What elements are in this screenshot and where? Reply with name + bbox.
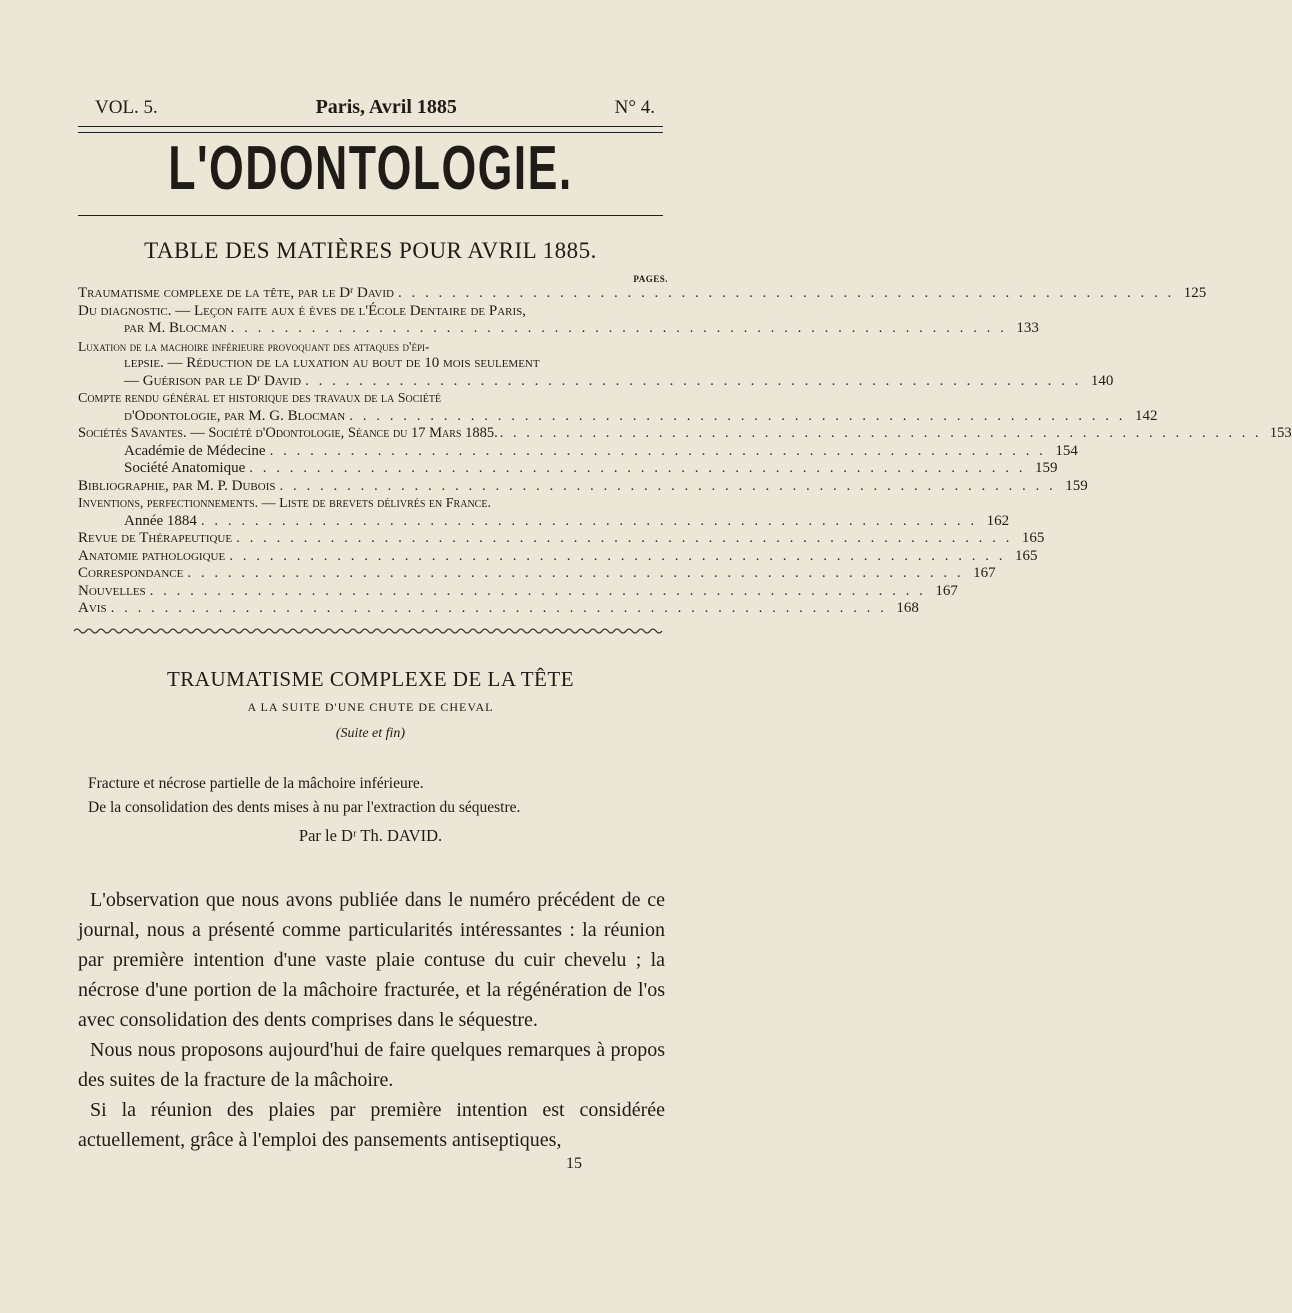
article-subtitle: A LA SUITE D'UNE CHUTE DE CHEVAL bbox=[247, 700, 494, 714]
toc-entry: Revue de Thérapeutique . . . 165 bbox=[78, 530, 663, 548]
toc-entry-continuation: d'Odontologie, par M. G. Blocman . . . 142 bbox=[78, 408, 663, 426]
toc-entry: Avis . . . 168 bbox=[78, 600, 663, 618]
toc-entry: Bibliographie, par M. P. Dubois . . . 159 bbox=[78, 478, 663, 496]
toc-entry: Correspondance . . . 167 bbox=[78, 565, 663, 583]
running-header bbox=[95, 96, 655, 119]
wavy-separator bbox=[74, 626, 666, 636]
toc-page-number: 142 bbox=[1135, 407, 1158, 424]
toc-entry: Du diagnostic. — Leçon faite aux é èves de l'École Dentaire de Paris, bbox=[78, 302, 527, 319]
article-body bbox=[78, 885, 665, 1155]
toc-entry: Société Anatomique . . . 159 bbox=[78, 460, 663, 478]
toc-entry: Traumatisme complexe de la tête, par le Dʳ David . . . 125 bbox=[78, 285, 663, 303]
article-title: TRAUMATISME COMPLEXE DE LA TÊTE bbox=[166, 667, 575, 691]
toc-page-number: 168 bbox=[896, 600, 919, 616]
toc-page-number: 154 bbox=[1055, 442, 1078, 459]
toc-page-number: 140 bbox=[1090, 372, 1114, 389]
toc-entry-continuation: Année 1884 . . . 162 bbox=[78, 513, 663, 531]
masthead-title: L'ODONTOLOGIE. bbox=[168, 134, 573, 203]
summary-line: De la consolidation des dents mises à nu par l'extraction du séquestre. bbox=[88, 799, 521, 816]
toc-title: TABLE DES MATIÈRES POUR AVRIL 1885. bbox=[144, 238, 597, 263]
toc-page-number: 159 bbox=[1065, 477, 1088, 494]
body-paragraph: L'observation que nous avons publiée dans le numéro précédent de ce journal, nous a présenté comme particularités intéressantes : la réunion par première intention d'une vaste plaie contuse du cuir chevelu ; la nécrose d'une portion de la mâchoire fracturée, et la régénération de l'os avec consolidation des dents comprises dans le séquestre. bbox=[78, 889, 665, 1031]
toc-entry-continuation: — Guérison par le Dʳ David . . . 140 bbox=[78, 373, 663, 391]
article-summary bbox=[88, 772, 648, 820]
issue-number: N° 4. bbox=[614, 97, 655, 118]
volume-label: VOL. 5. bbox=[95, 97, 158, 118]
masthead-rule bbox=[78, 215, 663, 216]
table-of-contents bbox=[78, 285, 1292, 618]
toc-page-number: 167 bbox=[973, 565, 996, 581]
header-double-rule bbox=[78, 126, 663, 133]
body-paragraph: Nous nous proposons aujourd'hui de faire quelques remarques à propos des suites de la fracture de la mâchoire. bbox=[78, 1039, 665, 1091]
toc-page-number: 165 bbox=[1021, 530, 1045, 546]
toc-entry-continuation: par M. Blocman . . . 133 bbox=[78, 320, 663, 338]
toc-page-number: 153 bbox=[1269, 425, 1292, 441]
toc-entry: Nouvelles . . . 167 bbox=[78, 583, 663, 601]
toc-entry: Académie de Médecine . . . 154 bbox=[78, 443, 663, 461]
toc-page-number: 167 bbox=[935, 582, 958, 599]
toc-entry-continuation: lepsie. — Réduction de la luxation au bout de 10 mois seulement bbox=[124, 355, 540, 371]
toc-page-number: 133 bbox=[1016, 320, 1039, 336]
body-paragraph: Si la réunion des plaies par première intention est considérée actuellement, grâce à l'emploi des pansements antiseptiques, bbox=[78, 1099, 665, 1151]
toc-page-number: 125 bbox=[1183, 285, 1207, 301]
toc-page-number: 165 bbox=[1014, 547, 1038, 564]
article-continuation: (Suite et fin) bbox=[335, 726, 406, 741]
toc-entry: Compte rendu général et historique des travaux de la Société bbox=[78, 391, 442, 406]
issue-date: Paris, Avril 1885 bbox=[315, 96, 457, 118]
toc-entry: Sociétés Savantes. — Société d'Odontologie, Séance du 17 Mars 1885. . . . 153 bbox=[78, 425, 663, 443]
toc-entry: Inventions, perfectionnements. — Liste de brevets délivrés en France. bbox=[78, 496, 491, 511]
toc-entry: Luxation de la machoire inférieure provoquant des attaques d'épi- bbox=[78, 338, 430, 354]
folio-mark: 15 bbox=[566, 1155, 582, 1172]
toc-entry: Anatomie pathologique . . . 165 bbox=[78, 548, 663, 566]
article-byline: Par le Dʳ Th. DAVID. bbox=[298, 826, 443, 845]
summary-line: Fracture et nécrose partielle de la mâchoire inférieure. bbox=[88, 775, 424, 792]
pages-label: PAGES. bbox=[633, 274, 668, 284]
toc-page-number: 162 bbox=[986, 512, 1010, 529]
toc-page-number: 159 bbox=[1034, 460, 1058, 476]
